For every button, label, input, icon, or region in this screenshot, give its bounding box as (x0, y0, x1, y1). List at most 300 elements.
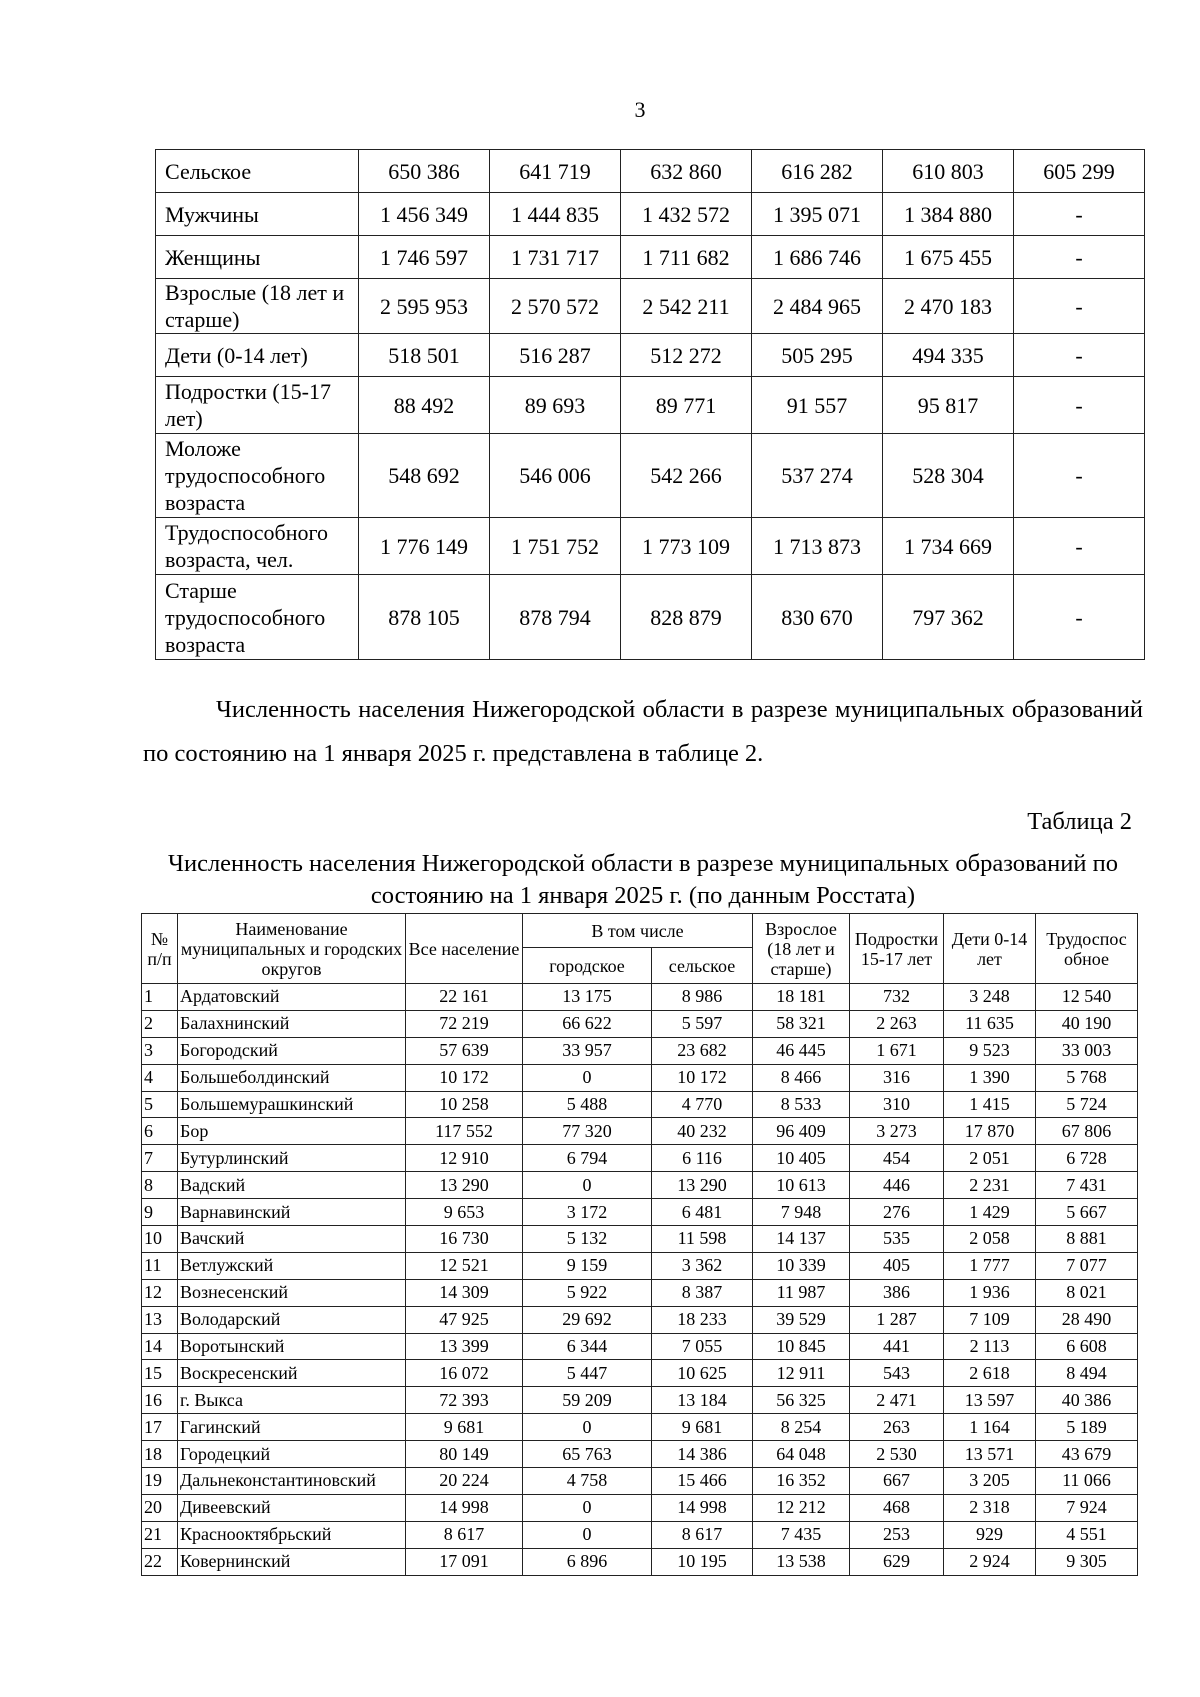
table-cell: 1 671 (850, 1037, 944, 1064)
table-cell: - (1014, 279, 1145, 334)
table-cell: 13 538 (753, 1548, 850, 1575)
table-cell: 253 (850, 1521, 944, 1548)
municipality-name: Большеболдинский (178, 1064, 406, 1091)
table-cell: 12 521 (406, 1252, 523, 1279)
table-row (142, 984, 1138, 1011)
table-row (142, 1414, 1138, 1441)
table-cell: 2 051 (944, 1145, 1036, 1172)
table-cell: 516 287 (490, 334, 621, 377)
table-row (142, 1010, 1138, 1037)
table-cell: 5 768 (1036, 1064, 1138, 1091)
table-cell: 17 (142, 1414, 178, 1441)
table-cell: 3 248 (944, 984, 1036, 1011)
table-cell: 9 681 (652, 1414, 753, 1441)
table-cell: 14 309 (406, 1279, 523, 1306)
table-cell: 8 021 (1036, 1279, 1138, 1306)
table-cell: 40 232 (652, 1118, 753, 1145)
table-cell: 10 405 (753, 1145, 850, 1172)
table-cell: 1 713 873 (752, 518, 883, 575)
table-cell: 6 481 (652, 1199, 753, 1226)
table-cell: 641 719 (490, 150, 621, 193)
table-cell: 468 (850, 1494, 944, 1521)
table-cell: 9 523 (944, 1037, 1036, 1064)
table-cell: 632 860 (621, 150, 752, 193)
table-cell: 405 (850, 1252, 944, 1279)
table-cell: 89 693 (490, 377, 621, 434)
page-number: 3 (634, 97, 646, 122)
table-cell: 22 161 (406, 984, 523, 1011)
table-cell: 14 (142, 1333, 178, 1360)
table-row (156, 150, 1145, 193)
table-cell: 3 273 (850, 1118, 944, 1145)
table-cell: 10 339 (753, 1252, 850, 1279)
table-cell: 14 386 (652, 1441, 753, 1468)
table-cell: 5 132 (523, 1226, 652, 1253)
table-cell: 518 501 (359, 334, 490, 377)
table-row (142, 1199, 1138, 1226)
row-label: Взрослые (18 лет и старше) (156, 279, 359, 334)
table-cell: 548 692 (359, 434, 490, 518)
municipality-name: Гагинский (178, 1414, 406, 1441)
table-cell: 2 263 (850, 1010, 944, 1037)
table-cell: 878 794 (490, 575, 621, 660)
table-cell: 95 817 (883, 377, 1014, 434)
table-cell: 1 751 752 (490, 518, 621, 575)
table-cell: 9 681 (406, 1414, 523, 1441)
municipality-name: Городецкий (178, 1441, 406, 1468)
table-cell: 610 803 (883, 150, 1014, 193)
table-cell: 8 254 (753, 1414, 850, 1441)
table-cell: - (1014, 518, 1145, 575)
table-cell: 1 734 669 (883, 518, 1014, 575)
table-row (142, 1521, 1138, 1548)
table-cell: 1 746 597 (359, 236, 490, 279)
table-row (142, 1441, 1138, 1468)
municipality-name: Воротынский (178, 1333, 406, 1360)
table-cell: 10 172 (652, 1064, 753, 1091)
table-cell: 10 195 (652, 1548, 753, 1575)
table-row (142, 1252, 1138, 1279)
table-cell: 828 879 (621, 575, 752, 660)
municipality-name: Воскресенский (178, 1360, 406, 1387)
table-cell: 11 987 (753, 1279, 850, 1306)
table-cell: 1 390 (944, 1064, 1036, 1091)
table-cell: 19 (142, 1468, 178, 1495)
table-cell: 1 686 746 (752, 236, 883, 279)
table-cell: 797 362 (883, 575, 1014, 660)
table-cell: 2 530 (850, 1441, 944, 1468)
table-cell: 77 320 (523, 1118, 652, 1145)
table-cell: 56 325 (753, 1387, 850, 1414)
municipality-name: Ардатовский (178, 984, 406, 1011)
table-cell: 8 533 (753, 1091, 850, 1118)
table-cell: 667 (850, 1468, 944, 1495)
table-cell: 1 731 717 (490, 236, 621, 279)
table-cell: 605 299 (1014, 150, 1145, 193)
municipality-name: Вачский (178, 1226, 406, 1253)
table-cell: 10 (142, 1226, 178, 1253)
table-cell: 0 (523, 1521, 652, 1548)
table-cell: 88 492 (359, 377, 490, 434)
municipality-name: Вознесенский (178, 1279, 406, 1306)
table-cell: 46 445 (753, 1037, 850, 1064)
table-cell: 57 639 (406, 1037, 523, 1064)
table-cell: 8 881 (1036, 1226, 1138, 1253)
table-row (142, 1145, 1138, 1172)
table-cell: 616 282 (752, 150, 883, 193)
table-row (142, 1226, 1138, 1253)
header-urban: городское (523, 948, 652, 984)
table-cell: 11 (142, 1252, 178, 1279)
table-cell: 2 618 (944, 1360, 1036, 1387)
table-cell: 543 (850, 1360, 944, 1387)
table-cell: - (1014, 236, 1145, 279)
table-cell: 12 540 (1036, 984, 1138, 1011)
table-cell: 13 290 (652, 1172, 753, 1199)
table-cell: 10 172 (406, 1064, 523, 1091)
table-row (156, 434, 1145, 518)
table-cell: 16 730 (406, 1226, 523, 1253)
table-cell: 441 (850, 1333, 944, 1360)
table-cell: 7 924 (1036, 1494, 1138, 1521)
table-cell: 13 571 (944, 1441, 1036, 1468)
table-cell: 89 771 (621, 377, 752, 434)
table-cell: 512 272 (621, 334, 752, 377)
table-cell: 6 794 (523, 1145, 652, 1172)
table-cell: 13 184 (652, 1387, 753, 1414)
table-cell: 67 806 (1036, 1118, 1138, 1145)
table-cell: 878 105 (359, 575, 490, 660)
table-row (142, 1118, 1138, 1145)
table-cell: 65 763 (523, 1441, 652, 1468)
municipality-name: Дивеевский (178, 1494, 406, 1521)
table-2 (141, 913, 1138, 1576)
municipality-name: Балахнинский (178, 1010, 406, 1037)
table-cell: 2 570 572 (490, 279, 621, 334)
table-cell: 5 189 (1036, 1414, 1138, 1441)
table-cell: 18 (142, 1441, 178, 1468)
table-cell: 2 924 (944, 1548, 1036, 1575)
municipality-name: г. Выкса (178, 1387, 406, 1414)
table-row (142, 1548, 1138, 1575)
table-cell: 1 444 835 (490, 193, 621, 236)
table-cell: 11 598 (652, 1226, 753, 1253)
table-cell: 40 386 (1036, 1387, 1138, 1414)
table-cell: 91 557 (752, 377, 883, 434)
row-label: Дети (0-14 лет) (156, 334, 359, 377)
table-cell: 1 429 (944, 1199, 1036, 1226)
row-label: Моложе трудоспособного возраста (156, 434, 359, 518)
table-cell: 47 925 (406, 1306, 523, 1333)
table-cell: 1 777 (944, 1252, 1036, 1279)
table-cell: 96 409 (753, 1118, 850, 1145)
table-cell: 8 (142, 1172, 178, 1199)
table-row (156, 279, 1145, 334)
municipality-name: Варнавинский (178, 1199, 406, 1226)
table-cell: 263 (850, 1414, 944, 1441)
row-label: Старше трудоспособного возраста (156, 575, 359, 660)
table-cell: 2 484 965 (752, 279, 883, 334)
table-cell: 40 190 (1036, 1010, 1138, 1037)
table-row (142, 1037, 1138, 1064)
table-cell: 386 (850, 1279, 944, 1306)
table-cell: 13 399 (406, 1333, 523, 1360)
table-cell: 10 258 (406, 1091, 523, 1118)
table-cell: 505 295 (752, 334, 883, 377)
table-cell: 11 066 (1036, 1468, 1138, 1495)
table-cell: 2 471 (850, 1387, 944, 1414)
row-label: Мужчины (156, 193, 359, 236)
table-cell: 10 845 (753, 1333, 850, 1360)
table-cell: 16 352 (753, 1468, 850, 1495)
table-cell: 72 393 (406, 1387, 523, 1414)
municipality-name: Бутурлинский (178, 1145, 406, 1172)
table-cell: 5 922 (523, 1279, 652, 1306)
table-cell: 3 172 (523, 1199, 652, 1226)
table-cell: 13 290 (406, 1172, 523, 1199)
header-num: № п/п (142, 914, 178, 984)
table-row (142, 1279, 1138, 1306)
table-cell: 1 675 455 (883, 236, 1014, 279)
table-cell: 9 159 (523, 1252, 652, 1279)
row-label: Трудоспособного возраста, чел. (156, 518, 359, 575)
table-cell: 3 362 (652, 1252, 753, 1279)
municipality-name: Ковернинский (178, 1548, 406, 1575)
table-cell: 528 304 (883, 434, 1014, 518)
table-cell: 8 986 (652, 984, 753, 1011)
table-cell: 629 (850, 1548, 944, 1575)
table-cell: 23 682 (652, 1037, 753, 1064)
table-cell: 39 529 (753, 1306, 850, 1333)
table-cell: 8 617 (652, 1521, 753, 1548)
table-cell: 66 622 (523, 1010, 652, 1037)
table-row (156, 518, 1145, 575)
table-cell: 7 (142, 1145, 178, 1172)
table-cell: - (1014, 434, 1145, 518)
table-cell: 4 551 (1036, 1521, 1138, 1548)
table-cell: 1 164 (944, 1414, 1036, 1441)
table-cell: 21 (142, 1521, 178, 1548)
table-cell: 546 006 (490, 434, 621, 518)
table-cell: 0 (523, 1064, 652, 1091)
table-cell: 1 773 109 (621, 518, 752, 575)
table-cell: 6 344 (523, 1333, 652, 1360)
table-row (142, 1306, 1138, 1333)
table-cell: 6 608 (1036, 1333, 1138, 1360)
table-cell: - (1014, 575, 1145, 660)
header-total: Все население (406, 914, 523, 984)
table-cell: 1 456 349 (359, 193, 490, 236)
table-cell: 15 (142, 1360, 178, 1387)
table-cell: 12 910 (406, 1145, 523, 1172)
table-cell: 5 447 (523, 1360, 652, 1387)
table-cell: 446 (850, 1172, 944, 1199)
table-cell: 59 209 (523, 1387, 652, 1414)
table-cell: 1 936 (944, 1279, 1036, 1306)
table-cell: 5 488 (523, 1091, 652, 1118)
table-cell: 276 (850, 1199, 944, 1226)
table-row (142, 1387, 1138, 1414)
table-cell: 16 (142, 1387, 178, 1414)
table-cell: 3 205 (944, 1468, 1036, 1495)
table-cell: 2 595 953 (359, 279, 490, 334)
table-cell: 6 728 (1036, 1145, 1138, 1172)
table-cell: 13 597 (944, 1387, 1036, 1414)
table-row (142, 1091, 1138, 1118)
table-cell: 316 (850, 1064, 944, 1091)
municipality-name: Бор (178, 1118, 406, 1145)
municipality-name: Дальнеконстантиновский (178, 1468, 406, 1495)
table-cell: 29 692 (523, 1306, 652, 1333)
table-cell: 14 998 (406, 1494, 523, 1521)
table-row (156, 334, 1145, 377)
table-cell: 0 (523, 1414, 652, 1441)
table-cell: 2 (142, 1010, 178, 1037)
header-working: Трудоспос обное (1036, 914, 1138, 984)
municipality-name: Ветлужский (178, 1252, 406, 1279)
table-row (156, 377, 1145, 434)
table-cell: 2 542 211 (621, 279, 752, 334)
table-cell: 8 494 (1036, 1360, 1138, 1387)
table-cell: 17 091 (406, 1548, 523, 1575)
table-cell: 0 (523, 1172, 652, 1199)
table-cell: 5 (142, 1091, 178, 1118)
table-cell: 14 137 (753, 1226, 850, 1253)
table-cell: 2 318 (944, 1494, 1036, 1521)
table-cell: 6 116 (652, 1145, 753, 1172)
table-cell: 8 617 (406, 1521, 523, 1548)
table-row (142, 1172, 1138, 1199)
table-cell: 12 911 (753, 1360, 850, 1387)
table-cell: 8 387 (652, 1279, 753, 1306)
table-cell: 1 776 149 (359, 518, 490, 575)
table-cell: 535 (850, 1226, 944, 1253)
table-cell: 11 635 (944, 1010, 1036, 1037)
table-cell: 13 (142, 1306, 178, 1333)
table-cell: 20 (142, 1494, 178, 1521)
table-row (156, 575, 1145, 660)
table-cell: - (1014, 334, 1145, 377)
table-cell: 1 384 880 (883, 193, 1014, 236)
table-cell: 14 998 (652, 1494, 753, 1521)
table-cell: 1 711 682 (621, 236, 752, 279)
table-cell: 2 231 (944, 1172, 1036, 1199)
table-cell: 5 724 (1036, 1091, 1138, 1118)
table-row (142, 1468, 1138, 1495)
table-cell: 830 670 (752, 575, 883, 660)
table-2-title: Численность населения Нижегородской области в разрезе муниципальных образований по состоянию на 1 января 2025 г. (по данным Росстата) (168, 850, 1118, 909)
table-cell: 20 224 (406, 1468, 523, 1495)
table-cell: 33 957 (523, 1037, 652, 1064)
table-cell: 22 (142, 1548, 178, 1575)
header-children: Дети 0-14 лет (944, 914, 1036, 984)
table-cell: 732 (850, 984, 944, 1011)
table-cell: 8 466 (753, 1064, 850, 1091)
table-row (156, 236, 1145, 279)
table-cell: 7 055 (652, 1333, 753, 1360)
table-cell: 12 212 (753, 1494, 850, 1521)
table-cell: 1 395 071 (752, 193, 883, 236)
table-cell: 6 896 (523, 1548, 652, 1575)
header-adult: Взрослое (18 лет и старше) (753, 914, 850, 984)
table-cell: - (1014, 193, 1145, 236)
table-cell: 929 (944, 1521, 1036, 1548)
table-cell: 9 305 (1036, 1548, 1138, 1575)
table-cell: 2 113 (944, 1333, 1036, 1360)
table-cell: 4 (142, 1064, 178, 1091)
table-cell: 64 048 (753, 1441, 850, 1468)
municipality-name: Большемурашкинский (178, 1091, 406, 1118)
table-cell: 542 266 (621, 434, 752, 518)
row-label: Женщины (156, 236, 359, 279)
table-cell: 43 679 (1036, 1441, 1138, 1468)
table-cell: 5 597 (652, 1010, 753, 1037)
table-cell: 4 758 (523, 1468, 652, 1495)
table-cell: 7 077 (1036, 1252, 1138, 1279)
table-cell: 17 870 (944, 1118, 1036, 1145)
table-cell: 2 470 183 (883, 279, 1014, 334)
table-row (142, 1064, 1138, 1091)
table-cell: 13 175 (523, 984, 652, 1011)
table-cell: - (1014, 377, 1145, 434)
table-cell: 4 770 (652, 1091, 753, 1118)
table-cell: 537 274 (752, 434, 883, 518)
table-row (142, 1333, 1138, 1360)
table-cell: 18 181 (753, 984, 850, 1011)
row-label: Сельское (156, 150, 359, 193)
table-cell: 1 432 572 (621, 193, 752, 236)
header-including: В том числе (523, 914, 753, 948)
table-cell: 72 219 (406, 1010, 523, 1037)
table-row (142, 1360, 1138, 1387)
table-cell: 0 (523, 1494, 652, 1521)
table-row (156, 193, 1145, 236)
row-label: Подростки (15-17 лет) (156, 377, 359, 434)
table-cell: 10 625 (652, 1360, 753, 1387)
table-cell: 454 (850, 1145, 944, 1172)
table-cell: 10 613 (753, 1172, 850, 1199)
table-cell: 5 667 (1036, 1199, 1138, 1226)
table-cell: 18 233 (652, 1306, 753, 1333)
table-cell: 7 431 (1036, 1172, 1138, 1199)
table-cell: 80 149 (406, 1441, 523, 1468)
municipality-name: Володарский (178, 1306, 406, 1333)
table-cell: 9 653 (406, 1199, 523, 1226)
table-cell: 16 072 (406, 1360, 523, 1387)
table-cell: 494 335 (883, 334, 1014, 377)
table-cell: 310 (850, 1091, 944, 1118)
header-teen: Подростки 15-17 лет (850, 914, 944, 984)
paragraph: Численность населения Нижегородской области в разрезе муниципальных образований по состоянию на 1 января 2025 г. представлена в таблице 2. (143, 696, 1143, 767)
municipality-name: Вадский (178, 1172, 406, 1199)
table-row (142, 1494, 1138, 1521)
table-2-label: Таблица 2 (1027, 808, 1132, 835)
table-cell: 7 109 (944, 1306, 1036, 1333)
municipality-name: Краснооктябрьский (178, 1521, 406, 1548)
table-cell: 58 321 (753, 1010, 850, 1037)
table-cell: 12 (142, 1279, 178, 1306)
table-1 (155, 149, 1145, 660)
table-cell: 15 466 (652, 1468, 753, 1495)
table-cell: 28 490 (1036, 1306, 1138, 1333)
header-name: Наименование муниципальных и городских округов (178, 914, 406, 984)
table-cell: 6 (142, 1118, 178, 1145)
table-cell: 117 552 (406, 1118, 523, 1145)
table-cell: 9 (142, 1199, 178, 1226)
table-cell: 7 435 (753, 1521, 850, 1548)
table-cell: 1 415 (944, 1091, 1036, 1118)
table-cell: 650 386 (359, 150, 490, 193)
